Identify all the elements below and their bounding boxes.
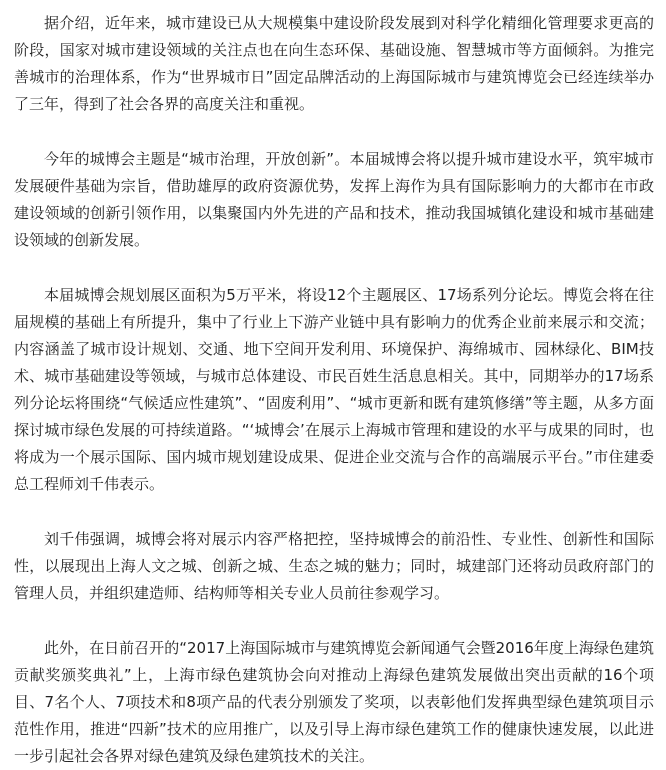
paragraph-theme: 今年的城博会主题是“城市治理，开放创新”。本届城博会将以提升城市建设水平，筑牢城市发展硬件基础为宗旨，借助雄厚的政府资源优势，发挥上海作为具有国际影响力的大都市在市政建设领域的创新引领作用，以集聚国内外先进的产品和技术，推动我国城镇化建设和城市基础建设领域的创新发展。: [14, 150, 654, 249]
paragraph-exhibition-scale: 本届城博会规划展区面积为5万平米，将设12个主题展区、17场系列分论坛。博览会将在往届规模的基础上有所提升，集中了行业上下游产业链中具有影响力的优秀企业前来展示和交流；内容涵盖了城市设计规划、交通、地下空间开发利用、环境保护、海绵城市、园林绿化、BIM技术、城市基础建设等领域，与城市总体建设、市民百姓生活息息相关。其中，同期举办的17场系列分论坛将围绕“气候适应性建筑”、“固废利用”、“城市更新和既有建筑修缮”等主题，从多方面探讨城市绿色发展的可持续道路。“‘城博会’在展示上海城市管理和建设的水平与成果的同时，也将成为一个展示国际、国内城市规划建设成果、促进企业交流与合作的高端展示平台。”市住建委总工程师刘千伟表示。: [14, 286, 654, 493]
paragraph-liu-qianwei: 刘千伟强调，城博会将对展示内容严格把控，坚持城博会的前沿性、专业性、创新性和国际性，以展现出上海人文之城、创新之城、生态之城的魅力；同时，城建部门还将动员政府部门的管理人员，并组织建造师、结构师等相关专业人员前往参观学习。: [14, 530, 654, 602]
paragraph-intro: 据介绍，近年来，城市建设已从大规模集中建设阶段发展到对科学化精细化管理要求更高的阶段，国家对城市建设领域的关注点也在向生态环保、基础设施、智慧城市等方面倾斜。为推完善城市的治理体系，作为“世界城市日”固定品牌活动的上海国际城市与建筑博览会已经连续举办了三年，得到了社会各界的高度关注和重视。: [14, 14, 654, 113]
paragraph-awards: 此外，在日前召开的“2017上海国际城市与建筑博览会新闻通气会暨2016年度上海绿色建筑贡献奖颁奖典礼”上，上海市绿色建筑协会向对推动上海绿色建筑发展做出突出贡献的16个项目、7名个人、7项技术和8项产品的代表分别颁发了奖项，以表彰他们发挥典型绿色建筑项目示范性作用，推进“四新”技术的应用推广，以及引导上海市绿色建筑工作的健康快速发展，以此进一步引起社会各界对绿色建筑及绿色建筑技术的关注。: [14, 639, 654, 765]
